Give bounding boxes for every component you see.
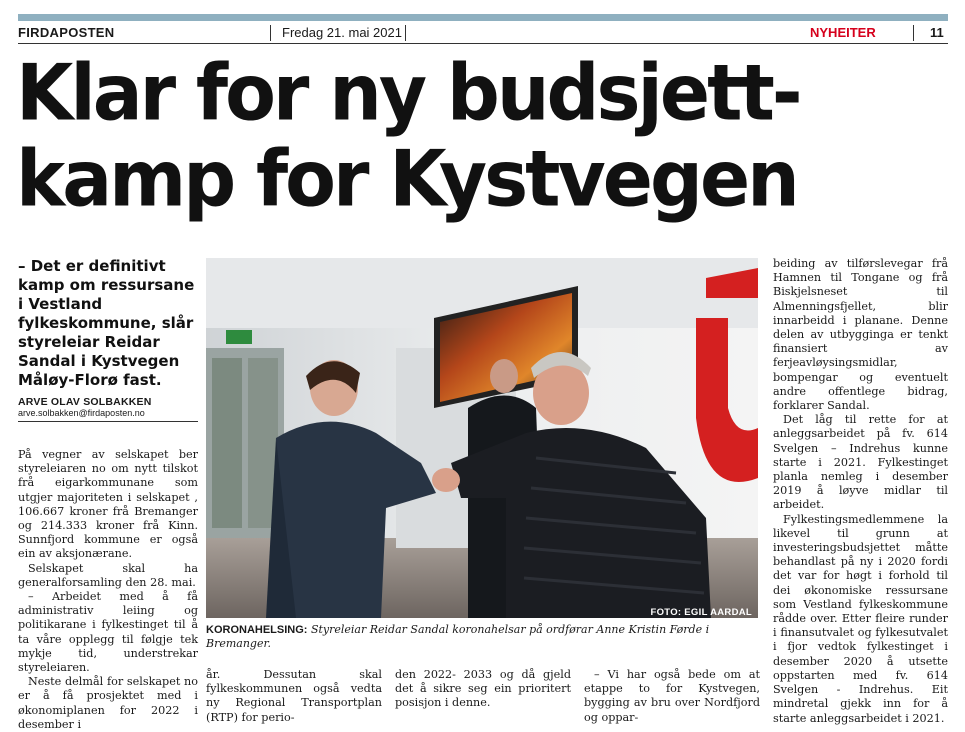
header-divider <box>270 25 271 41</box>
article-column-right <box>773 257 948 726</box>
paragraph: beiding av tilførslevegar frå Hamnen til Tongane og frå Biskjelsneset til Almenningsfjellet, blir innarbeidd i planane. Denne delen av utbygginga er tenkt finansiert av ferjeavløysingsmidlar, bompengar og eventuelt andre offentlege bidrag, forklarer Sandal. <box>773 257 948 413</box>
paragraph: år. Dessutan skal fylkeskommunen også vedta ny Regional Transportplan (RTP) for perio- <box>206 668 382 724</box>
article-column-3 <box>395 668 571 711</box>
paragraph: Fylkestingsmedlemmene la likevel til grunn at investeringsbudsjettet måtte behandlast på ny i 2020 fordi det var for høgt i forhold til dei økonomiske ressursane som Vestland fylkeskommune rådde over. Etter fleire runder i finansutvalet og fylkesutvalet i fjor vedtok fylkestinget i desember 2020 å utsette oppstarten med fv. 614 Svelgen - Indrehus. Eit mindretal gjekk inn for å starte anleggsarbeidet i 2021. <box>773 512 948 725</box>
headline <box>16 47 956 225</box>
headline-line-2: kamp for Kystvegen <box>16 134 797 225</box>
article-column-1 <box>18 448 198 732</box>
article-column-4 <box>584 668 760 725</box>
caption-text: Styreleiar Reidar Sandal koronahelsar på ordførar Anne Kristin Førde i Bremanger. <box>206 623 710 650</box>
header-divider <box>405 25 406 41</box>
paragraph: Neste delmål for selskapet no er å få prosjektet med i økonomiplanen for 2022 i desember i <box>18 675 198 731</box>
issue-date: Fredag 21. mai 2021 <box>282 25 402 40</box>
photo-credit: FOTO: EGIL AARDAL <box>650 607 752 618</box>
exit-sign <box>226 330 252 344</box>
caption-label: KORONAHELSING: <box>206 624 308 636</box>
headline-line-1: Klar for ny budsjett- <box>16 47 800 139</box>
page-number: 11 <box>930 25 944 40</box>
photo-illustration <box>206 258 758 618</box>
article-photo <box>206 258 758 618</box>
byline-name: ARVE OLAV SOLBAKKEN <box>18 396 152 408</box>
paragraph: Selskapet skal ha generalforsamling den 28. mai. <box>18 561 198 589</box>
paragraph: den 2022- 2033 og då gjeld det å sikre seg ein prioritert posisjon i denne. <box>395 668 571 710</box>
byline-rule <box>18 421 198 422</box>
article-column-2 <box>206 668 382 725</box>
photo-caption <box>206 623 766 651</box>
byline-email: arve.solbakken@firdaposten.no <box>18 408 145 418</box>
paper-name: FIRDAPOSTEN <box>18 25 115 40</box>
header-rule <box>18 43 948 44</box>
section-label: NYHEITER <box>810 25 876 40</box>
header-divider <box>913 25 914 41</box>
paragraph: Det låg til rette for at anleggsarbeidet på fv. 614 Svelgen – Indrehus kunne starte i 2021. Fylkestinget planla nemleg i desember 2019 å løyve midlar til arbeidet. <box>773 413 948 512</box>
paragraph: På vegner av selskapet ber styreleiaren no om nytt tilskot frå eigarkommunane som utgjer majoriteten i selskapet , 106.667 kroner frå Bremanger og 214.333 kroner frå Kinn. Sunnfjord kommune er også ein av aksjonærane. <box>18 448 198 561</box>
ingress: – Det er definitivt kamp om ressursane i Vestland fylkeskommune, slår styreleiar Reidar Sandal i Kystvegen Måløy-Florø fast. <box>18 257 195 389</box>
paragraph: – Vi har også bede om at etappe to for Kystvegen, bygging av bru over Nordfjord og oppar- <box>584 668 760 724</box>
header-accent-bar <box>18 14 948 21</box>
byline <box>18 397 198 419</box>
paragraph: – Arbeidet med å få administrativ leiing og politikarane i fylkestinget til å ta våre opplegg til følgje tek mykje tid, understrekar styreleiaren. <box>18 590 198 675</box>
